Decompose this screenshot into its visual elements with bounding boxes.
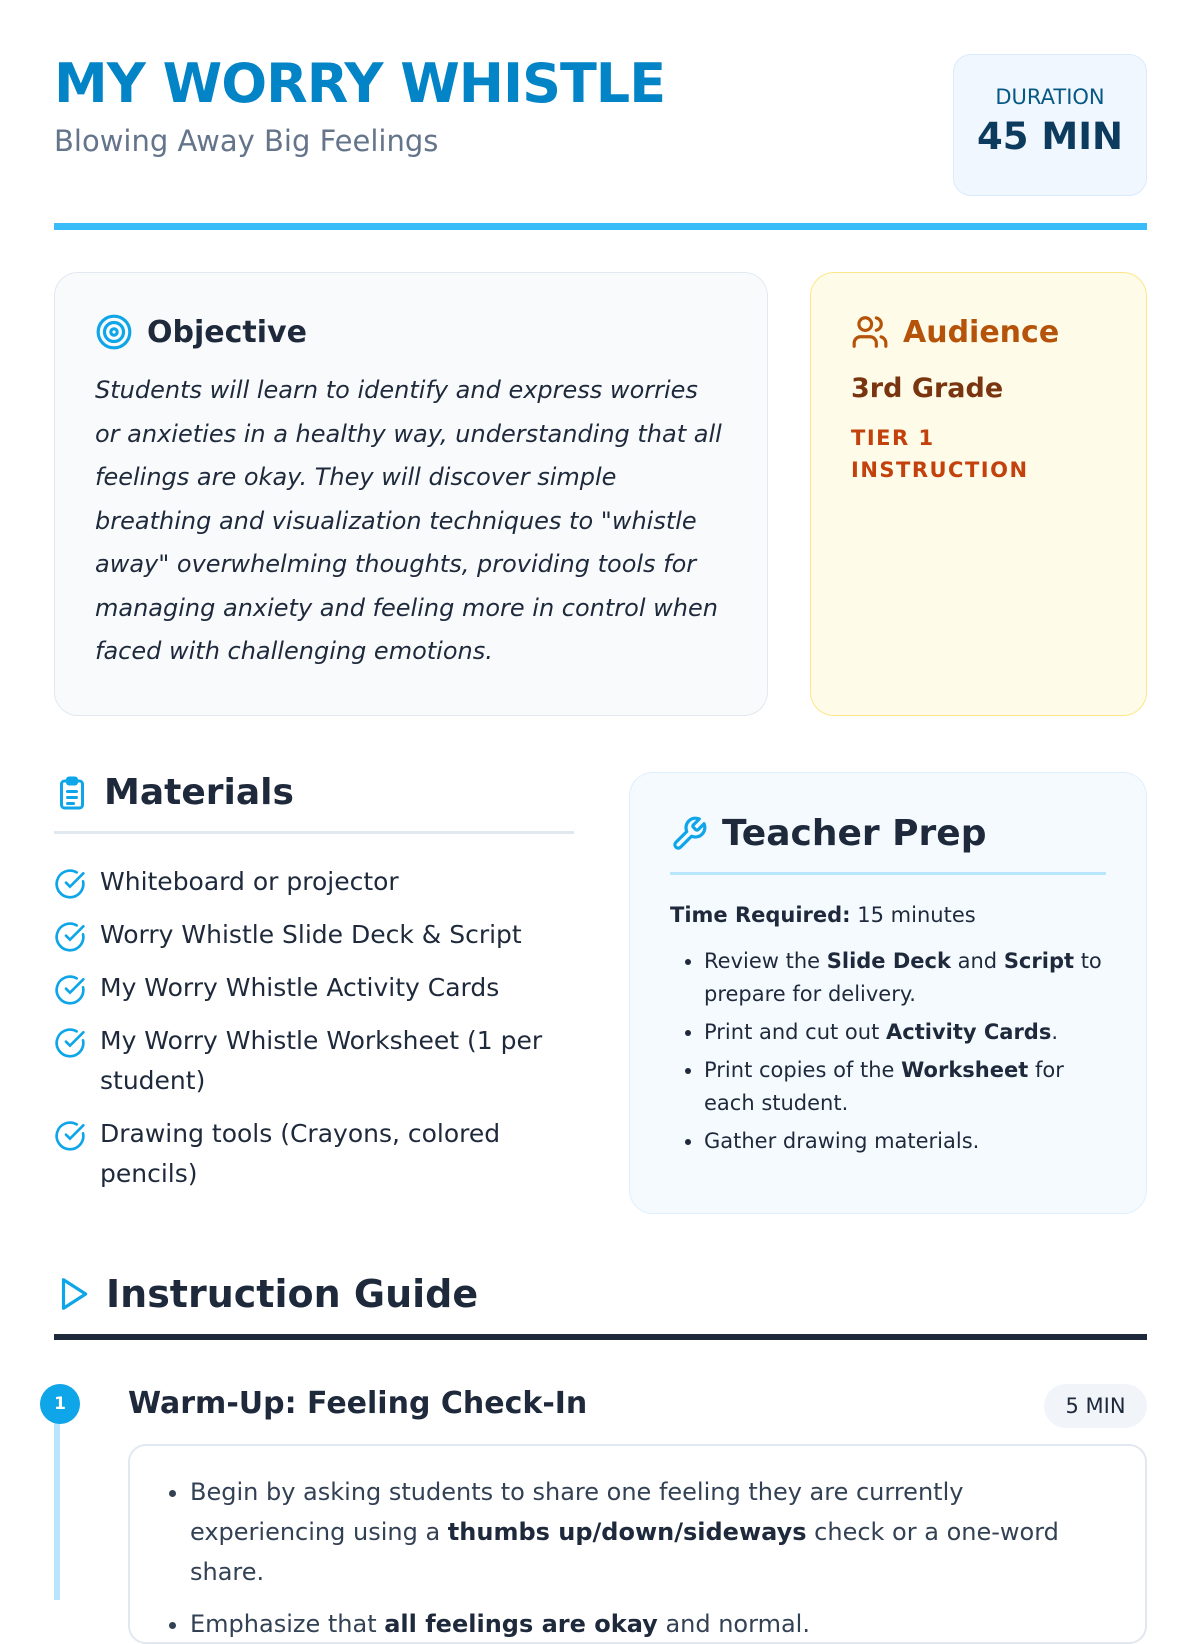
objective-text: Students will learn to identify and express worries or anxieties in a healthy way, understanding that all feelings are okay. They will discover simple breathing and visualization techniques to "whistle away" overwhelming thoughts, providing tools for managing anxiety and feeling more in control when faced with challenging emotions. xyxy=(95,376,722,665)
material-item xyxy=(54,1021,574,1101)
header-divider xyxy=(54,223,1147,230)
materials-divider xyxy=(54,831,574,834)
duration-label: DURATION xyxy=(995,85,1105,109)
lesson-subtitle: Blowing Away Big Feelings xyxy=(54,124,439,158)
clipboard-icon xyxy=(54,773,90,813)
material-item xyxy=(54,968,574,1008)
text: for each student. xyxy=(704,1058,1064,1115)
teacher-prep-card xyxy=(629,772,1147,1214)
text: Emphasize that xyxy=(190,1610,385,1638)
prep-item xyxy=(704,945,1106,1011)
material-label: Worry Whistle Slide Deck & Script xyxy=(100,920,522,949)
objective-heading: Objective xyxy=(147,314,307,350)
target-icon xyxy=(95,313,133,351)
bold-text: Worksheet xyxy=(901,1058,1029,1082)
audience-heading: Audience xyxy=(903,314,1060,350)
wrench-icon xyxy=(670,815,708,853)
play-icon xyxy=(54,1275,92,1313)
prep-item xyxy=(704,1054,1106,1120)
objective-card xyxy=(54,272,768,716)
material-label: Drawing tools (Crayons, colored pencils) xyxy=(100,1119,501,1188)
material-label: Whiteboard or projector xyxy=(100,867,399,896)
lesson-title: MY WORRY WHISTLE xyxy=(54,52,666,115)
prep-item xyxy=(704,1125,1106,1158)
time-value: 15 minutes xyxy=(857,903,976,927)
guide-heading: Instruction Guide xyxy=(106,1272,479,1316)
duration-value: 45 MIN xyxy=(977,115,1123,158)
audience-card xyxy=(810,272,1147,716)
material-item xyxy=(54,915,574,955)
text: and normal. xyxy=(657,1610,810,1638)
check-circle-icon xyxy=(54,1120,86,1152)
audience-grade: 3rd Grade xyxy=(851,373,1004,404)
material-item xyxy=(54,862,574,902)
text: to prepare for delivery. xyxy=(704,949,1102,1006)
audience-tier: TIER 1 INSTRUCTION xyxy=(851,426,1029,482)
material-item xyxy=(54,1114,574,1194)
bold-text: thumbs up/down/sideways xyxy=(447,1518,807,1546)
step-number: 1 xyxy=(40,1384,80,1424)
instruction-guide-section xyxy=(54,1272,1147,1340)
check-circle-icon xyxy=(54,1027,86,1059)
bold-text: all feelings are okay xyxy=(384,1610,658,1638)
time-label: Time Required: xyxy=(670,903,851,927)
check-circle-icon xyxy=(54,974,86,1006)
bold-text: Slide Deck xyxy=(826,949,951,973)
timeline-line xyxy=(54,1420,60,1600)
guide-divider xyxy=(54,1334,1147,1340)
users-icon xyxy=(851,313,889,351)
bold-text: Script xyxy=(1003,949,1075,973)
step-title: Warm-Up: Feeling Check-In xyxy=(128,1386,588,1421)
text: Gather drawing materials. xyxy=(704,1129,980,1153)
material-label: My Worry Whistle Activity Cards xyxy=(100,973,500,1002)
bold-text: Activity Cards xyxy=(886,1020,1052,1044)
duration-badge xyxy=(953,54,1147,196)
prep-divider xyxy=(670,872,1106,875)
check-circle-icon xyxy=(54,868,86,900)
text: Begin by asking students to share one feeling they are currently experiencing using a xyxy=(190,1478,964,1546)
materials-heading: Materials xyxy=(104,772,294,813)
step-content-box xyxy=(128,1444,1147,1644)
text: Review the xyxy=(704,949,827,973)
prep-item xyxy=(704,1016,1106,1049)
time-required xyxy=(670,903,1106,927)
check-circle-icon xyxy=(54,921,86,953)
materials-section xyxy=(54,772,574,1207)
text: Print and cut out xyxy=(704,1020,886,1044)
text: and xyxy=(950,949,1004,973)
step-item xyxy=(190,1604,1115,1644)
step-item xyxy=(190,1472,1115,1592)
prep-heading: Teacher Prep xyxy=(722,813,987,854)
text: check or a one-word share. xyxy=(190,1518,1059,1586)
text: . xyxy=(1051,1020,1059,1044)
step-duration-badge: 5 MIN xyxy=(1044,1384,1147,1428)
material-label: My Worry Whistle Worksheet (1 per student) xyxy=(100,1026,543,1095)
text: Print copies of the xyxy=(704,1058,902,1082)
